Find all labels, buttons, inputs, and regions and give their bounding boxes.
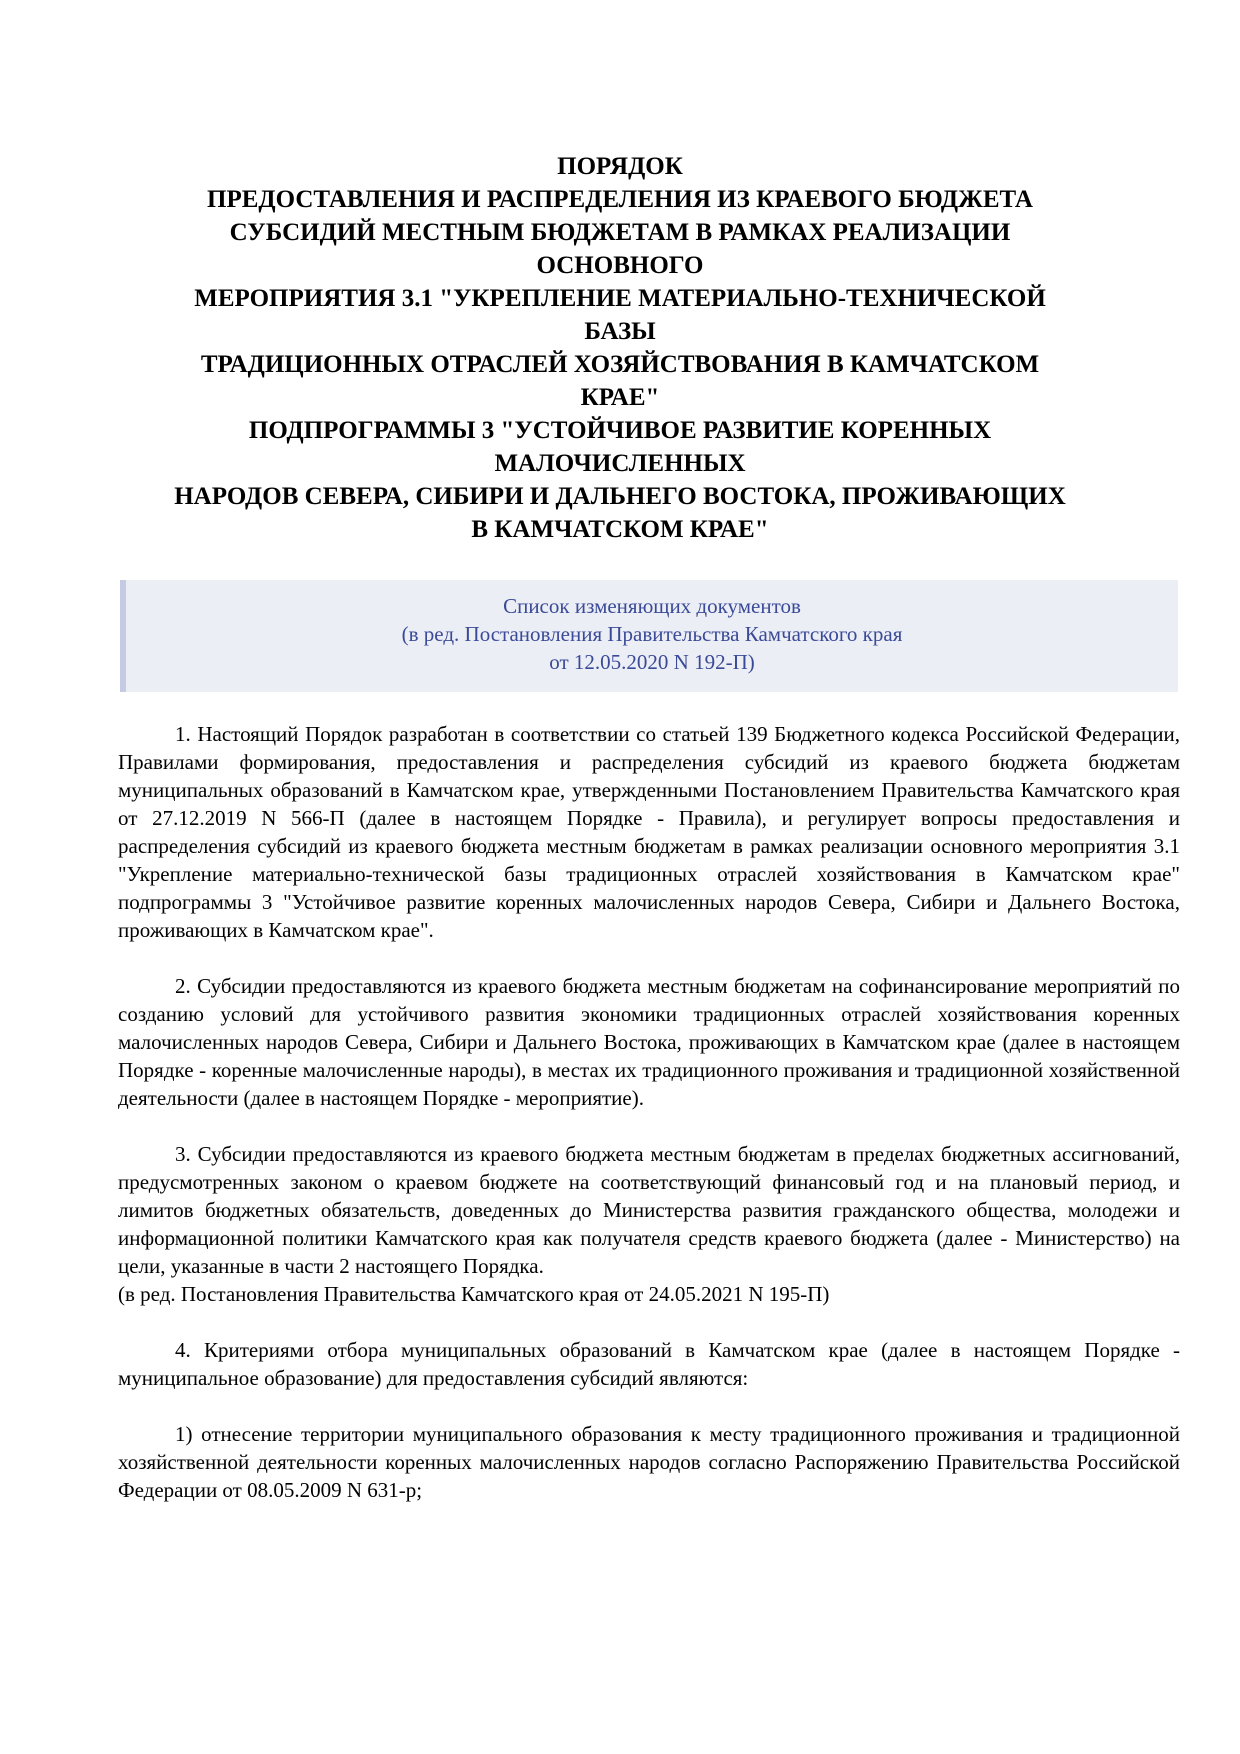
title-line: НАРОДОВ СЕВЕРА, СИБИРИ И ДАЛЬНЕГО ВОСТОКА, ПРОЖИВАЮЩИХ <box>174 483 1066 510</box>
title-line: ПОРЯДОК <box>557 153 683 180</box>
title-line: В КАМЧАТСКОМ КРАЕ" <box>471 516 769 543</box>
title-line: МЕРОПРИЯТИЯ 3.1 "УКРЕПЛЕНИЕ МАТЕРИАЛЬНО-ТЕХНИЧЕСКОЙ <box>194 285 1046 312</box>
title-line: СУБСИДИЙ МЕСТНЫМ БЮДЖЕТАМ В РАМКАХ РЕАЛИЗАЦИИ <box>229 219 1011 246</box>
paragraph-1: 1. Настоящий Порядок разработан в соответствии со статьей 139 Бюджетного кодекса Российской Федерации, Правилами формирования, предоставления и распределения субсидий из краевого бюджета бюджетам муниципальных образований в Камчатском крае, утвержденными Постановлением Правительства Камчатского края от 27.12.2019 N 566-П (далее в настоящем Порядке - Правила), и регулирует вопросы предоставления и распределения субсидий из краевого бюджета местным бюджетам в рамках реализации основного мероприятия 3.1 "Укрепление материально-технической базы традиционных отраслей хозяйствования в Камчатском крае" подпрограммы 3 "Устойчивое развитие коренных малочисленных народов Севера, Сибири и Дальнего Востока, проживающих в Камчатском крае". <box>118 722 1180 942</box>
title-line: КРАЕ" <box>580 384 660 411</box>
paragraph-3: 3. Субсидии предоставляются из краевого бюджета местным бюджетам в пределах бюджетных ассигнований, предусмотренных законом о краевом бюджете на соответствующий финансовый год и на плановый период, и лимитов бюджетных обязательств, доведенных до Министерства развития гражданского общества, молодежи и информационной политики Камчатского края как получателя средств краевого бюджета (далее - Министерство) на цели, указанные в части 2 настоящего Порядка. <box>118 1142 1180 1278</box>
paragraph-3-edit-note: (в ред. Постановления Правительства Камчатского края от 24.05.2021 N 195-П) <box>118 1282 830 1306</box>
amendments-box <box>120 580 1178 692</box>
title-line: ПОДПРОГРАММЫ 3 "УСТОЙЧИВОЕ РАЗВИТИЕ КОРЕННЫХ <box>248 417 992 444</box>
amendments-line: от 12.05.2020 N 192-П) <box>549 650 755 674</box>
amendments-line: (в ред. Постановления Правительства Камчатского края <box>401 622 903 646</box>
amendments-heading: Список изменяющих документов <box>503 594 801 618</box>
title-line: БАЗЫ <box>584 318 656 345</box>
paragraph-4-item-1: 1) отнесение территории муниципального образования к месту традиционного проживания и традиционной хозяйственной деятельности коренных малочисленных народов согласно Распоряжению Правительства Российской Федерации от 08.05.2009 N 631-р; <box>118 1422 1180 1502</box>
title-line: МАЛОЧИСЛЕННЫХ <box>494 450 746 477</box>
paragraph-2: 2. Субсидии предоставляются из краевого бюджета местным бюджетам на софинансирование мероприятий по созданию условий для устойчивого развития экономики традиционных отраслей хозяйствования коренных малочисленных народов Севера, Сибири и Дальнего Востока, проживающих в Камчатском крае (далее в настоящем Порядке - коренные малочисленные народы), в местах их традиционного проживания и традиционной хозяйственной деятельности (далее в настоящем Порядке - мероприятие). <box>118 974 1180 1110</box>
title-line: ПРЕДОСТАВЛЕНИЯ И РАСПРЕДЕЛЕНИЯ ИЗ КРАЕВОГО БЮДЖЕТА <box>207 186 1033 213</box>
title-line: ОСНОВНОГО <box>536 252 704 279</box>
document-title <box>110 150 1130 546</box>
document-body <box>118 720 1180 1532</box>
paragraph-4: 4. Критериями отбора муниципальных образований в Камчатском крае (далее в настоящем Порядке - муниципальное образование) для предоставления субсидий являются: <box>118 1338 1180 1390</box>
title-line: ТРАДИЦИОННЫХ ОТРАСЛЕЙ ХОЗЯЙСТВОВАНИЯ В КАМЧАТСКОМ <box>200 351 1040 378</box>
